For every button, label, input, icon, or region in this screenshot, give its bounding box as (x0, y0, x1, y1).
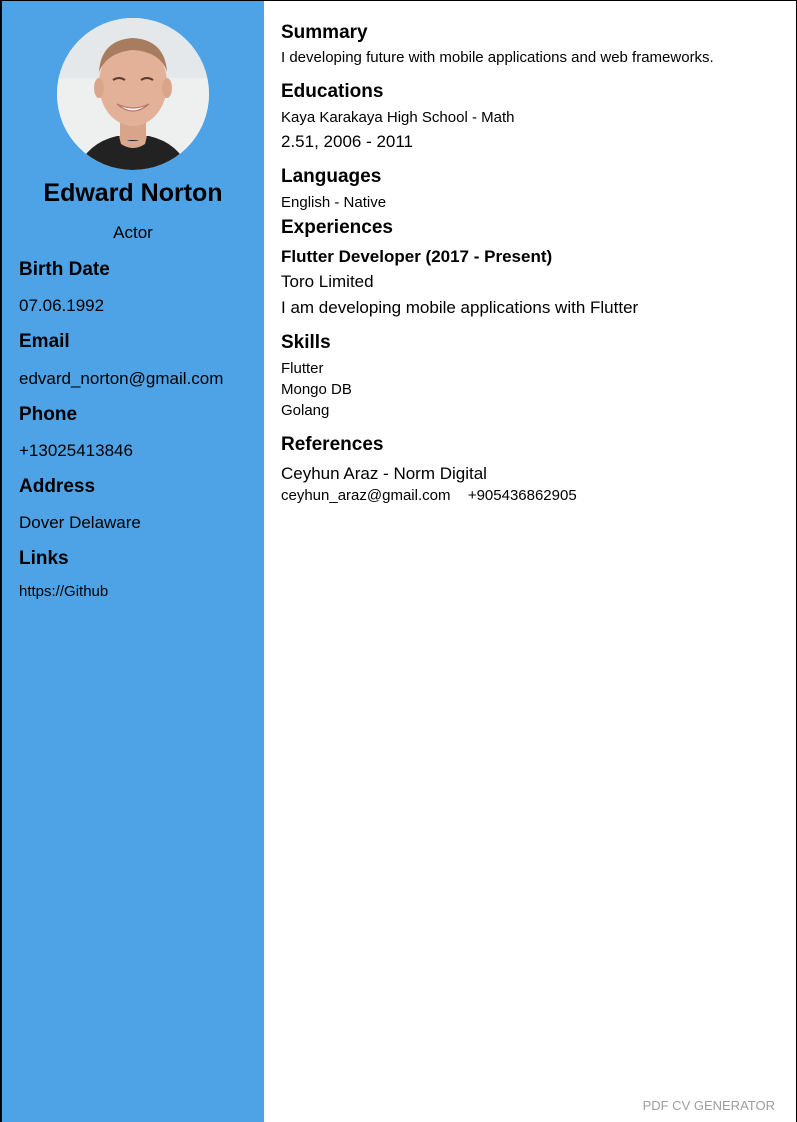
profile-role: Actor (113, 223, 153, 242)
phone-label: Phone (19, 404, 78, 425)
footer-generator-label: PDF CV GENERATOR (642, 1098, 775, 1113)
email-value[interactable]: edvard_norton@gmail.com (19, 369, 224, 388)
skills-heading: Skills (281, 332, 331, 353)
reference-name: Ceyhun Araz - Norm Digital (281, 464, 487, 483)
skill-item: Mongo DB (281, 381, 352, 398)
summary-heading: Summary (281, 22, 368, 43)
profile-photo (57, 18, 209, 170)
github-link[interactable]: https://Github (19, 583, 109, 600)
profile-photo-image (57, 18, 209, 170)
address-value: Dover Delaware (19, 513, 141, 532)
experience-description: I am developing mobile applications with Flutter (281, 298, 639, 317)
education-detail: 2.51, 2006 - 2011 (281, 132, 414, 151)
skill-item: Golang (281, 402, 330, 419)
education-school: Kaya Karakaya High School - Math (281, 109, 515, 126)
sidebar (2, 1, 264, 1122)
birth-date-label: Birth Date (19, 259, 110, 280)
languages-heading: Languages (281, 166, 382, 187)
reference-email[interactable]: ceyhun_araz@gmail.com (281, 487, 451, 504)
experience-company: Toro Limited (281, 272, 374, 291)
experience-title: Flutter Developer (2017 - Present) (281, 247, 553, 266)
phone-value: +13025413846 (19, 441, 133, 460)
reference-contact (281, 487, 577, 504)
email-label: Email (19, 331, 70, 352)
links-label: Links (19, 548, 69, 569)
profile-name: Edward Norton (43, 179, 223, 207)
references-heading: References (281, 434, 384, 455)
experiences-heading: Experiences (281, 217, 393, 238)
summary-text: I developing future with mobile applications and web frameworks. (281, 49, 714, 66)
skill-item: Flutter (281, 360, 324, 377)
reference-phone: +905436862905 (467, 487, 577, 504)
birth-date-value: 07.06.1992 (19, 296, 105, 315)
language-item: English - Native (281, 194, 387, 211)
address-label: Address (19, 476, 96, 497)
educations-heading: Educations (281, 81, 384, 102)
